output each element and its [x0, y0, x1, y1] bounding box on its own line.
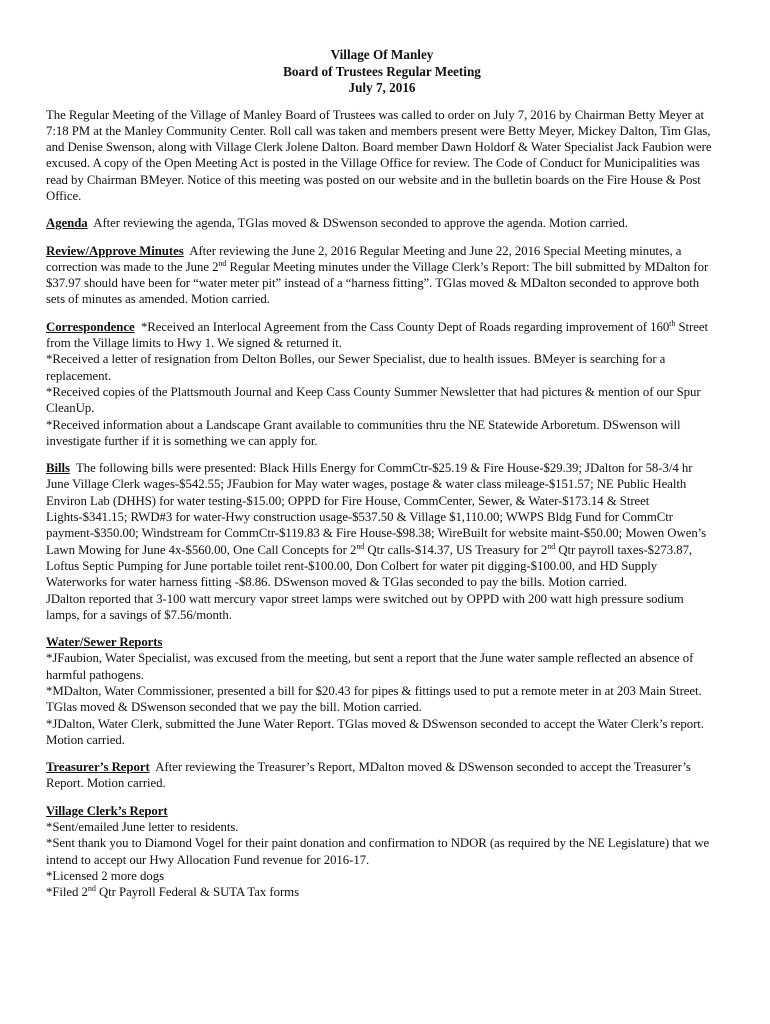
clerk-item-4-text-a: *Filed 2: [46, 885, 88, 900]
agenda-heading: Agenda: [46, 216, 88, 231]
clerk-item-1: *Sent/emailed June letter to residents.: [46, 820, 239, 835]
bills-list: [46, 460, 718, 590]
correspondence-item-1-text-a: *Received an Interlocal Agreement from the Cass County Dept of Roads regarding improvement of 160: [140, 319, 670, 334]
correspondence-item-1-text-b: Street from the Village limits to Hwy 1. We signed & returned it.: [46, 319, 708, 351]
clerk-section: [46, 803, 718, 901]
correspondence-heading: Correspondence: [46, 319, 135, 334]
correspondence-superscript: th: [669, 318, 676, 328]
treasurer-text: After reviewing the Treasurer’s Report, MDalton moved & DSwenson seconded to accept the Treasurer’s Report. Motion carried.: [46, 760, 691, 791]
minutes-text-a: After reviewing the June 2, 2016 Regular Meeting and June 22, 2016 Special Meeting minutes, a correction was made to the June 2: [46, 243, 682, 274]
bills-section: [46, 460, 718, 623]
clerk-item-3: *Licensed 2 more dogs: [46, 868, 165, 883]
bills-text-c: Qtr payroll taxes-$273.87, Loftus Septic Pumping for June portable toilet rent-$100.00, Don Colbert for water pit digging-$100.00, and HD Supply Waterworks for water harness fitting -$8.86. DSwenson moved & TGlas seconded to pay the bills. Motion carried.: [46, 542, 693, 590]
correspondence-item-3: *Received copies of the Plattsmouth Journal and Keep Cass County Summer Newsletter that had pictures & mention of our Spur CleanUp.: [46, 384, 701, 416]
agenda-text: After reviewing the agenda, TGlas moved & DSwenson seconded to approve the agenda. Motion carried.: [93, 216, 628, 231]
treasurer-section: [46, 759, 718, 792]
meeting-date: July 7, 2016: [348, 80, 416, 95]
meeting-title: Board of Trustees Regular Meeting: [283, 63, 481, 79]
minutes-text-b: Regular Meeting minutes under the Village Clerk’s Report: The bill submitted by MDalton for $37.97 should have been for “water meter pit” instead of a “harness fitting”. TGlas moved & MDalton seconded to approve both sets of minutes as amended. Motion carried.: [46, 259, 709, 307]
clerk-superscript: nd: [87, 884, 96, 894]
bills-text-a: The following bills were presented: Black Hills Energy for CommCtr-$25.19 & Fire House-$29.39; JDalton for 58-3/4 hr June Village Clerk wages-$542.55; JFaubion for May water wages, postage & water class mileage-$151.57; NE Public Health Environ Lab (DHHS) for water testing-$15.00; OPPD for Fire House, CommCenter, Sewer, & Water-$173.14 & Street Lights-$341.15; RWD#3 for water-Hwy construction usage-$537.50 & Village $1,110.00; WWPS Bldg Fund for CommCtr payment-$350.00; Windstream for CommCtr-$119.83 & Fire House-$98.38; WireBuilt for website maint-$50.00; Mowen Owen’s Lawn Mowing for June 4x-$560.00, One Call Concepts for 2: [46, 461, 707, 557]
clerk-item-2: *Sent thank you to Diamond Vogel for their paint donation and confirmation to NDOR (as required by the NE Legislature) that we intend to accept our Hwy Allocation Fund revenue for 2016-17.: [46, 836, 710, 867]
treasurer-heading: Treasurer’s Report: [46, 760, 150, 775]
minutes-heading: Review/Approve Minutes: [46, 243, 184, 258]
clerk-item-4: [46, 884, 718, 900]
minutes-section: [46, 243, 718, 308]
intro-paragraph: The Regular Meeting of the Village of Manley Board of Trustees was called to order on July 7, 2016 by Chairman Betty Meyer at 7:18 PM at the Manley Community Center. Roll call was taken and members present were Betty Meyer, Mickey Dalton, Tim Glas, and Denise Swenson, along with Village Clerk Jolene Dalton. Board member Dawn Holdorf & Water Specialist Jack Faubion were excused. A copy of the Open Meeting Act is posted in the Village Office for review. The Code of Conduct for Municipalities was read by Chairman BMeyer. Notice of this meeting was posted on our website and in the bulletin boards on the Fire House & Post Office.: [46, 107, 712, 203]
bills-superscript-1: nd: [356, 541, 365, 551]
bills-heading: Bills: [46, 461, 70, 476]
clerk-heading: Village Clerk’s Report: [46, 803, 168, 818]
water-sewer-section: [46, 634, 718, 748]
correspondence-section: [46, 319, 718, 449]
correspondence-item-2: *Received a letter of resignation from Delton Bolles, our Sewer Specialist, due to health issues. BMeyer is searching for a replacement.: [46, 352, 666, 383]
water-sewer-heading: Water/Sewer Reports: [46, 635, 163, 650]
correspondence-item-4: *Received information about a Landscape Grant available to communities thru the NE Statewide Arboretum. DSwenson will investigate further if it is something we can apply for.: [46, 417, 681, 448]
bills-note: JDalton reported that 3-100 watt mercury vapor street lamps were switched out by OPPD with 200 watt high pressure sodium lamps, for a savings of $7.56/month.: [46, 591, 684, 622]
bills-superscript-2: nd: [547, 541, 556, 551]
village-title: Village Of Manley: [330, 47, 434, 62]
water-sewer-item-3: *JDalton, Water Clerk, submitted the June Water Report. TGlas moved & DSwenson seconded to accept the Water Clerk’s report. Motion carried.: [46, 716, 704, 747]
agenda-section: [46, 215, 718, 231]
water-sewer-item-2: *MDalton, Water Commissioner, presented a bill for $20.43 for pipes & fittings used to put a remote meter in at 203 Main Street. TGlas moved & DSwenson seconded that we pay the bill. Motion carried.: [46, 684, 702, 715]
bills-text-b: Qtr calls-$14.37, US Treasury for 2: [364, 542, 548, 557]
document-header: [46, 47, 718, 97]
clerk-item-4-text-b: Qtr Payroll Federal & SUTA Tax forms: [95, 885, 300, 900]
correspondence-item-1: [46, 319, 718, 352]
minutes-superscript: nd: [218, 258, 227, 268]
water-sewer-item-1: *JFaubion, Water Specialist, was excused from the meeting, but sent a report that the June water sample reflected an absence of harmful pathogens.: [46, 651, 694, 682]
